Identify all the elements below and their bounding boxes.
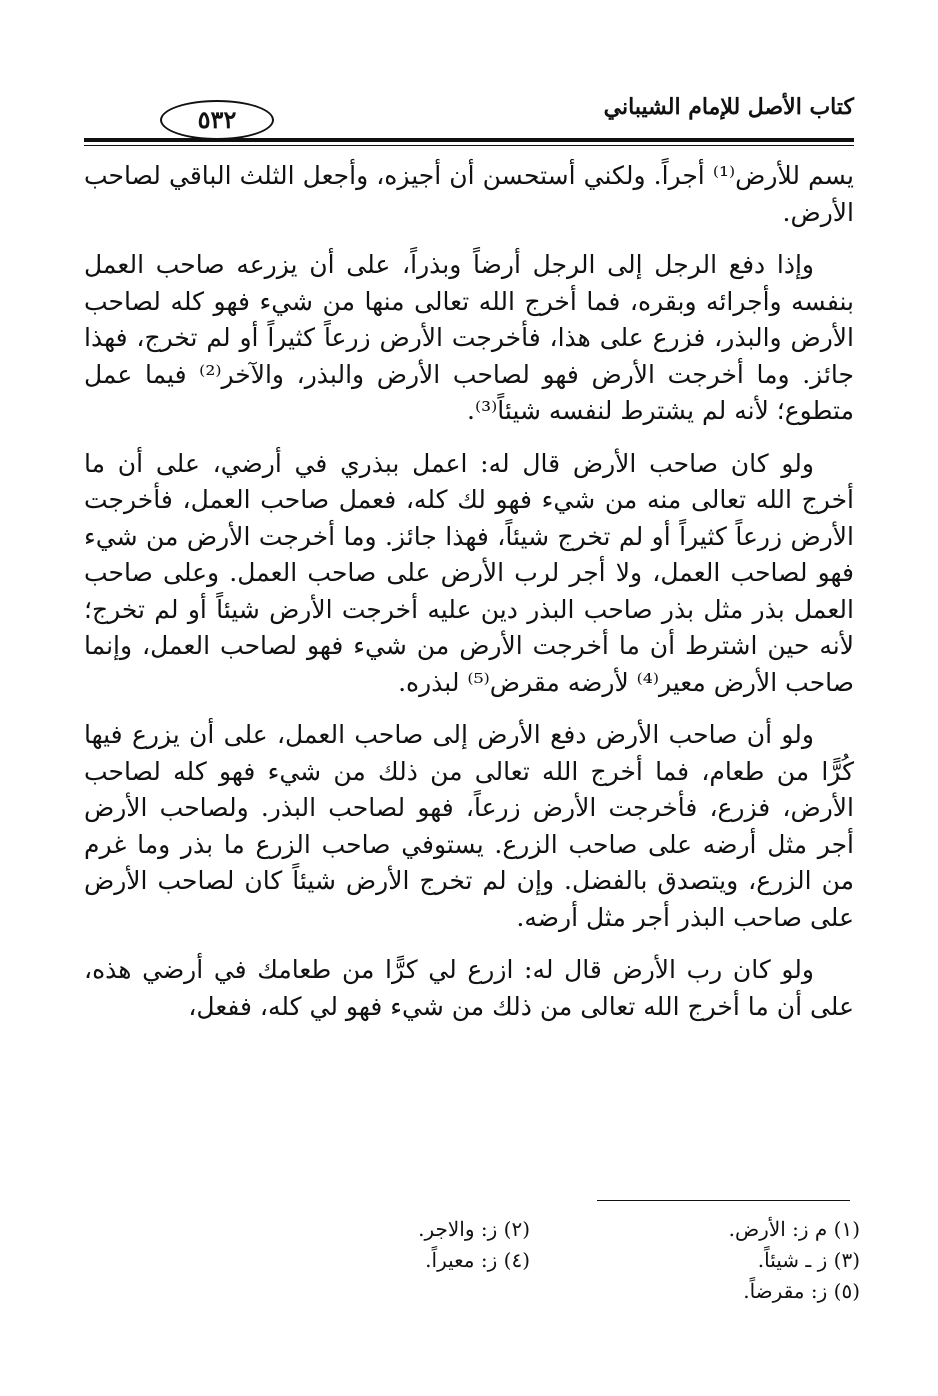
paragraph: ولو كان رب الأرض قال له: ازرع لي كرًّا من طعامك في أرضي هذه، على أن ما أخرج الله تعالى من ذلك من شيء فهو لي كله، ففعل،: [84, 955, 854, 1021]
footnote-1: (١) م ز: الأرض.: [728, 1217, 860, 1241]
paragraph: وإذا دفع الرجل إلى الرجل أرضاً وبذراً، على أن يزرعه صاحب العمل بنفسه وأجرائه وبقره، فما أخرج الله تعالى منها من شيء فهو كله لصاحب الأرض والبذر، فزرع على هذا، فأخرجت الأرض زرعاً كثيراً أو لم تخرج، فهذا جائز. وما أخرجت الأرض فهو لصاحب الأرض والبذر، والآخر⁽²⁾ فيما عمل متطوع؛ لأنه لم يشترط لنفسه شيئاً⁽³⁾.: [84, 250, 854, 425]
paragraph: ولو كان صاحب الأرض قال له: اعمل ببذري في أرضي، على أن ما أخرج الله تعالى منه من شيء فهو لك كله، فعمل صاحب العمل، فأخرجت الأرض زرعاً كثيراً أو لم تخرج شيئاً، فهذا جائز. وما أخرجت الأرض من شيء فهو لصاحب العمل، ولا أجر لرب الأرض على صاحب العمل. وعلى صاحب العمل بذر مثل بذر صاحب البذر دين عليه أخرجت الأرض شيئاً أو لم تخرج؛ لأنه حين اشترط أن ما أخرجت الأرض من شيء فهو لصاحب العمل، وإنما صاحب الأرض معير⁽⁴⁾ لأرضه مقرض⁽⁵⁾ لبذره.: [84, 448, 854, 697]
footnotes: [300, 1214, 860, 1324]
footnote-2: (٢) ز: والاجر.: [418, 1217, 530, 1241]
paragraph: يسم للأرض⁽¹⁾ أجراً. ولكني أستحسن أن أجيزه، وأجعل الثلث الباقي لصاحب الأرض.: [84, 161, 854, 227]
footnote-separator: [597, 1200, 850, 1201]
footnote-3: (٣) ز ـ شيئاً.: [757, 1248, 860, 1272]
footnote-5: (٥) ز: مقرضاً.: [743, 1279, 860, 1303]
header-rule-thin: [84, 145, 854, 146]
paragraph: ولو أن صاحب الأرض دفع الأرض إلى صاحب العمل، على أن يزرع فيها كُرًّا من طعام، فما أخرج الله تعالى من ذلك من شيء فهو كله لصاحب الأرض، فزرع، فأخرجت الأرض زرعاً، فهو لصاحب البذر. ولصاحب الأرض أجر مثل أرضه على صاحب الزرع. يستوفي صاحب الزرع ما بذر وما غرم من الزرع، ويتصدق بالفضل. وإن لم تخرج الأرض شيئاً كان لصاحب الأرض على صاحب البذر أجر مثل أرضه.: [84, 720, 854, 932]
footnote-4: (٤) ز: معيراً.: [425, 1248, 530, 1272]
page-number: ٥٣٢: [160, 100, 274, 140]
book-title: كتاب الأصل للإمام الشيباني: [603, 94, 854, 120]
main-text: [84, 158, 854, 1041]
